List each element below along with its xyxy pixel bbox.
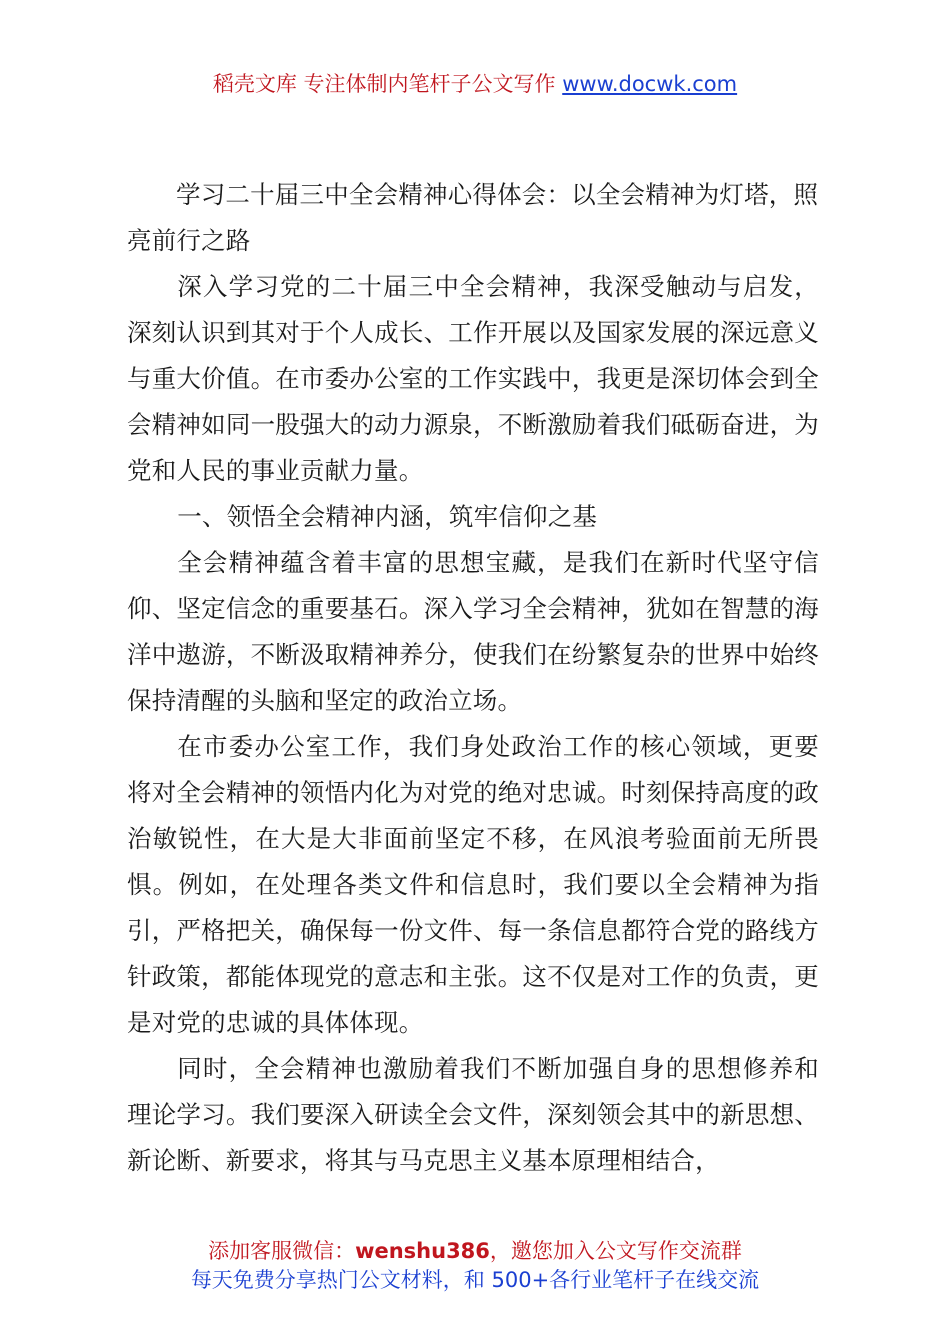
- paragraph-2: 全会精神蕴含着丰富的思想宝藏，是我们在新时代坚守信仰、坚定信念的重要基石。深入学习全会精神，犹如在智慧的海洋中遨游，不断汲取精神养分，使我们在纷繁复杂的世界中始终保持清醒的头脑和坚定的政治立场。: [127, 548, 819, 715]
- paragraph-1: 深入学习党的二十届三中全会精神，我深受触动与启发，深刻认识到其对于个人成长、工作开展以及国家发展的深远意义与重大价值。在市委办公室的工作实践中，我更是深切体会到全会精神如同一股强大的动力源泉，不断激励着我们砥砺奋进，为党和人民的事业贡献力量。: [127, 272, 819, 485]
- section-heading-1: 一、领悟全会精神内涵，筑牢信仰之基: [177, 502, 598, 531]
- footer-share-line: 每天免费分享热门公文材料，和 500+各行业笔杆子在线交流: [190, 1268, 760, 1292]
- paragraph-4: 同时，全会精神也激励着我们不断加强自身的思想修养和理论学习。我们要深入研读全会文件，深刻领会其中的新思想、新论断、新要求，将其与马克思主义基本原理相结合，: [127, 1054, 819, 1175]
- footer-wechat-line: [0, 1237, 950, 1266]
- header-slogan: 稻壳文库 专注体制内笔杆子公文写作: [212, 72, 563, 96]
- paragraph-3: 在市委办公室工作，我们身处政治工作的核心领域，更要将对全会精神的领悟内化为对党的绝对忠诚。时刻保持高度的政治敏锐性，在大是大非面前坚定不移，在风浪考验面前无所畏惧。例如，在处理各类文件和信息时，我们要以全会精神为指引，严格把关，确保每一份文件、每一条信息都符合党的路线方针政策，都能体现党的意志和主张。这不仅是对工作的负责，更是对党的忠诚的具体体现。: [127, 732, 819, 1037]
- page-footer: [0, 1237, 950, 1295]
- footer-wechat-suffix: ，邀您加入公文写作交流群: [489, 1239, 742, 1263]
- footer-wechat-id: wenshu386: [355, 1239, 490, 1263]
- document-title: 学习二十届三中全会精神心得体会：以全会精神为灯塔，照亮前行之路: [127, 180, 819, 255]
- header-website-link[interactable]: www.docwk.com: [562, 72, 738, 96]
- footer-wechat-prefix: 添加客服微信：: [208, 1239, 356, 1263]
- document-body: [127, 172, 819, 1184]
- page-header: [0, 68, 950, 100]
